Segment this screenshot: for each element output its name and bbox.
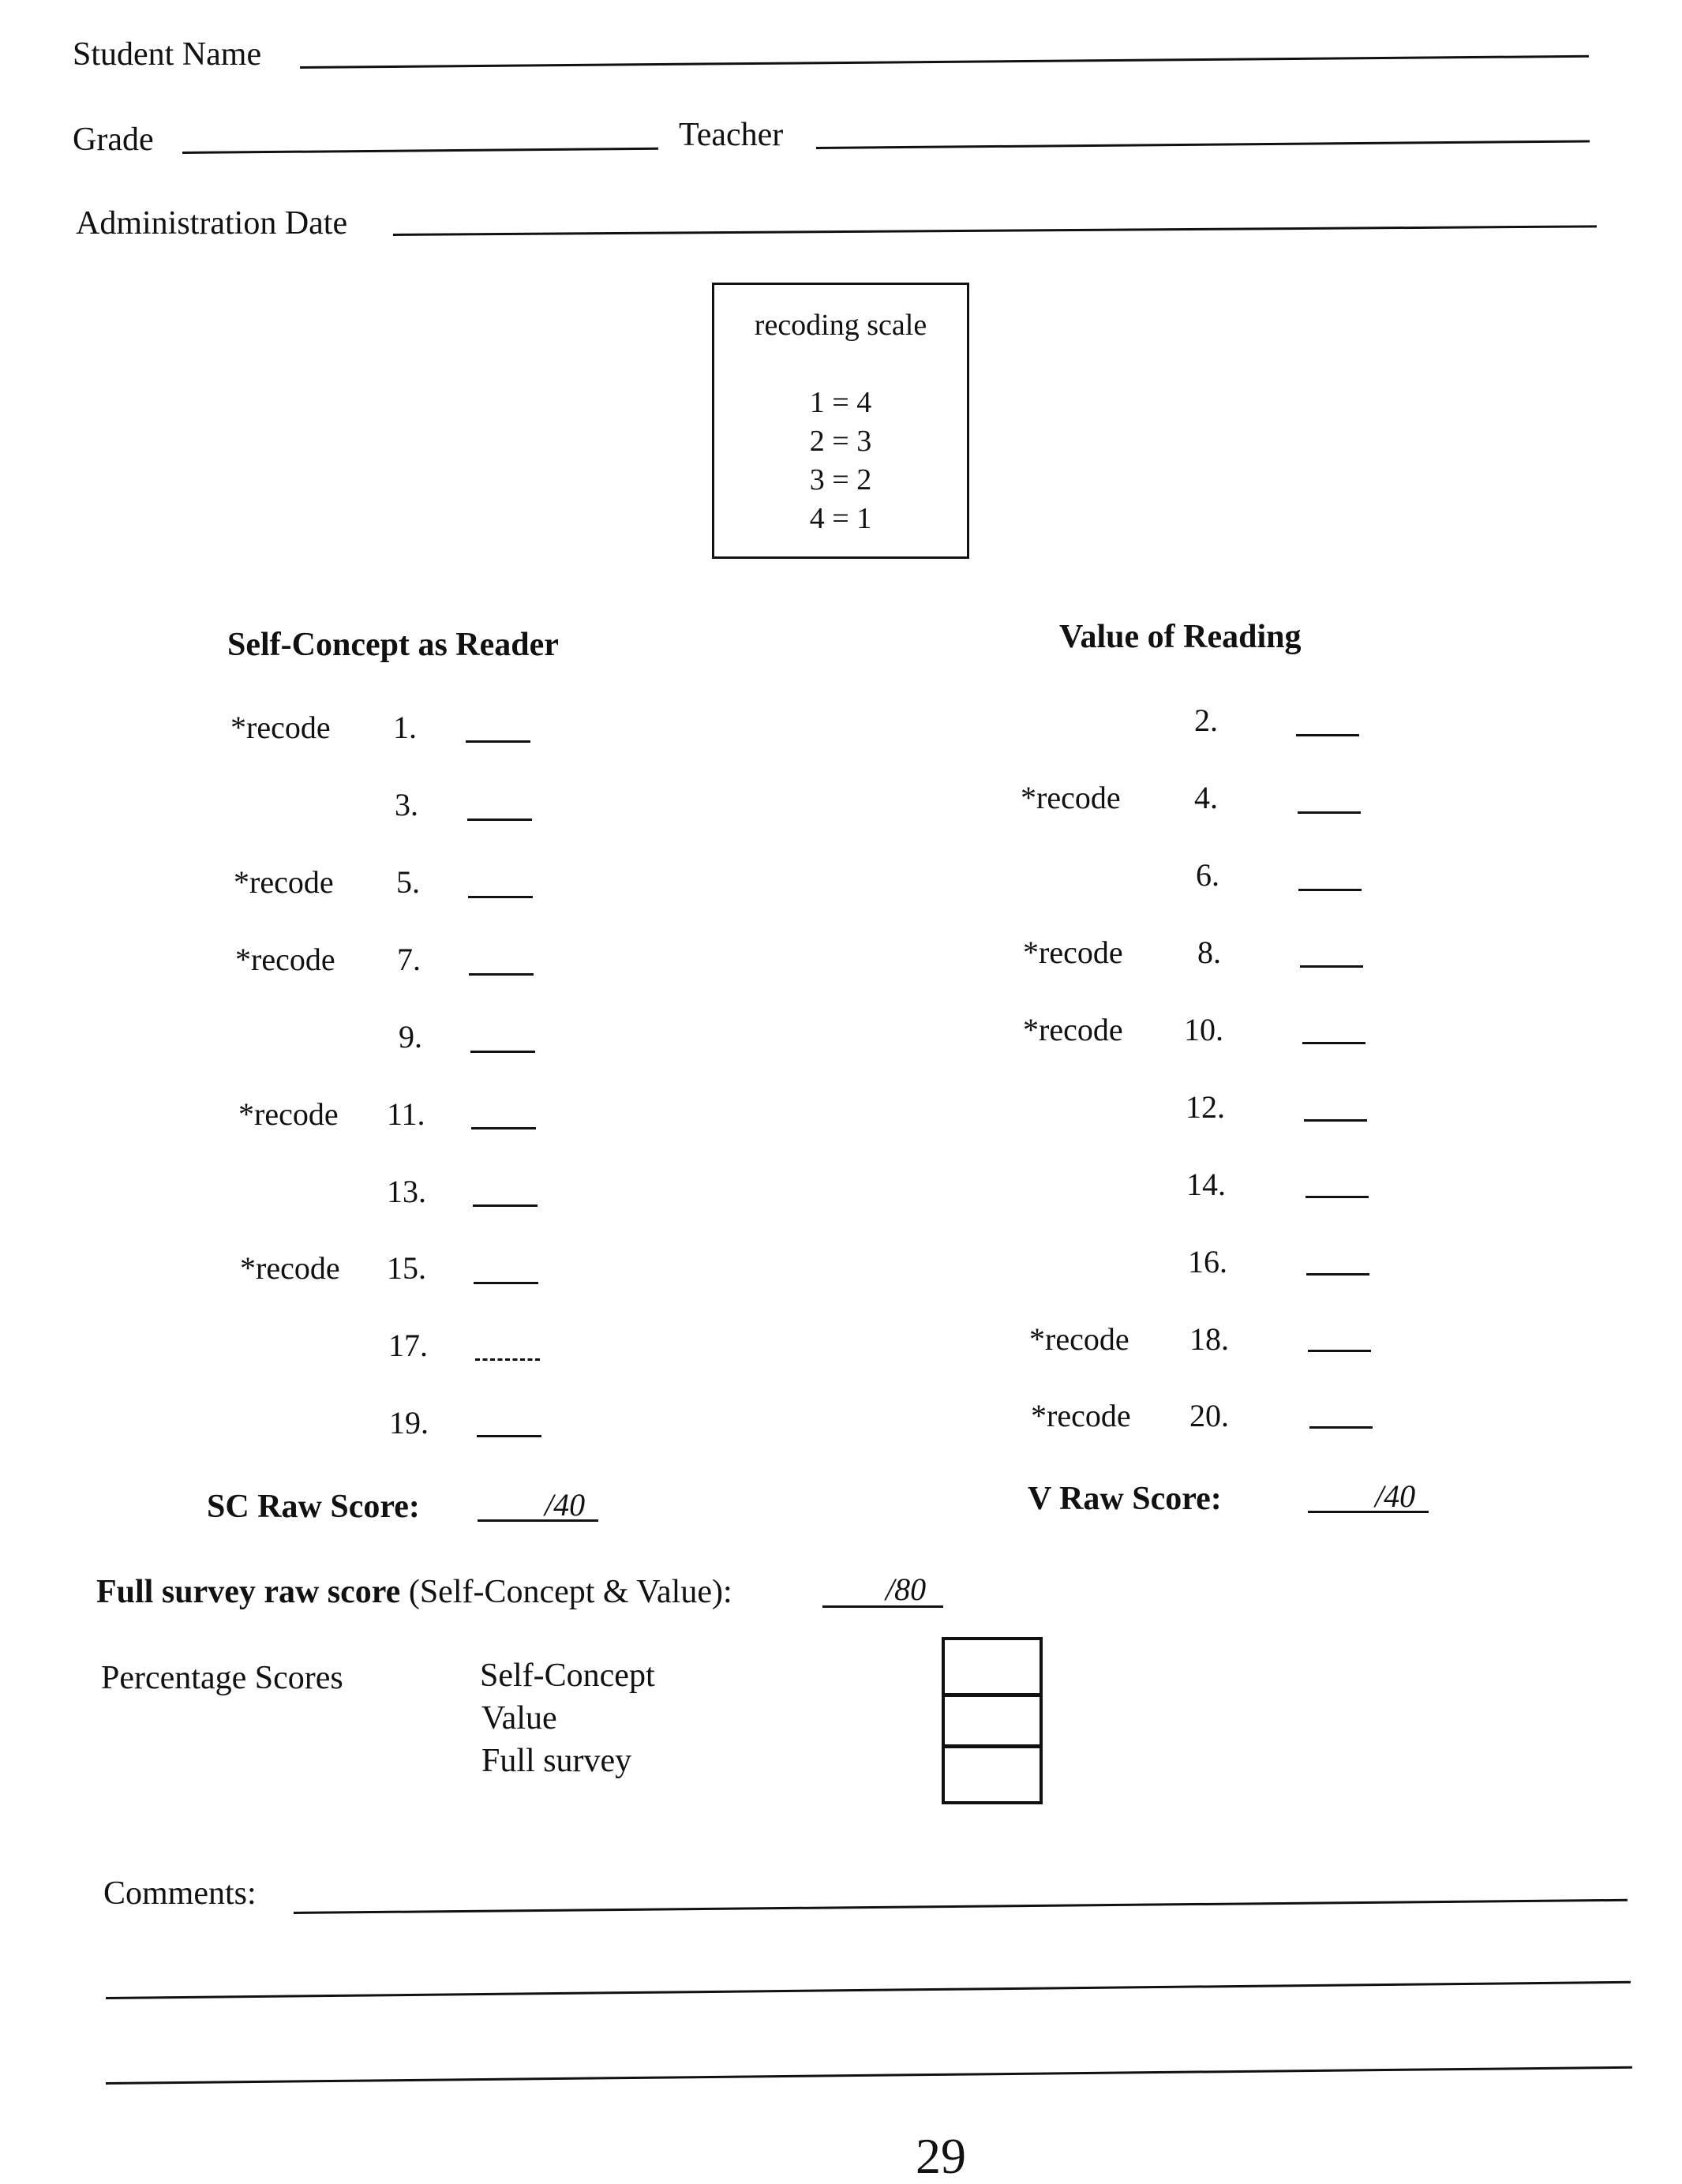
percentage-row-label: Value (481, 1700, 557, 1736)
item-number: 6. (1196, 857, 1219, 893)
item-answer-blank[interactable] (1296, 734, 1359, 736)
item-number: 13. (387, 1174, 426, 1209)
sc-raw-score-label: SC Raw Score: (207, 1489, 420, 1525)
full-survey-label-bold: Full survey raw score (96, 1574, 401, 1610)
value-of-reading-heading: Value of Reading (1059, 619, 1302, 655)
item-number: 11. (387, 1096, 425, 1132)
value-percentage-box[interactable] (945, 1697, 1040, 1748)
item-answer-blank[interactable] (477, 1435, 541, 1437)
item-answer-blank[interactable] (466, 740, 530, 743)
item-number: 2. (1194, 702, 1218, 738)
item-answer-blank[interactable] (1304, 1119, 1367, 1122)
item-answer-blank[interactable] (1306, 1273, 1369, 1276)
administration-date-field[interactable] (393, 225, 1597, 236)
item-number: 3. (395, 787, 418, 822)
item-number: 14. (1186, 1167, 1226, 1202)
item-answer-blank[interactable] (1309, 1426, 1373, 1429)
item-number: 18. (1189, 1321, 1229, 1357)
v-raw-score-max: /40 (1375, 1478, 1416, 1514)
administration-date-label: Administration Date (76, 205, 348, 242)
recode-marker: *recode (1029, 1321, 1129, 1357)
item-answer-blank[interactable] (1298, 889, 1362, 891)
item-number: 16. (1188, 1244, 1227, 1279)
self-concept-heading: Self-Concept as Reader (227, 627, 559, 663)
item-answer-blank[interactable] (471, 1127, 536, 1129)
item-answer-blank[interactable] (1308, 1350, 1371, 1352)
student-name-field[interactable] (300, 55, 1589, 69)
recode-marker: *recode (230, 710, 331, 745)
full-survey-percentage-box[interactable] (945, 1748, 1040, 1801)
comments-label: Comments: (103, 1875, 257, 1912)
page-number: 29 (916, 2128, 966, 2184)
percentage-scores-label: Percentage Scores (101, 1660, 343, 1696)
item-answer-blank[interactable] (475, 1358, 540, 1361)
comments-line-2[interactable] (106, 1981, 1631, 1999)
teacher-field[interactable] (816, 140, 1590, 149)
recode-marker: *recode (238, 1096, 339, 1132)
item-answer-blank[interactable] (473, 1204, 538, 1207)
self-concept-percentage-box[interactable] (945, 1640, 1040, 1697)
item-number: 7. (397, 942, 421, 977)
item-answer-blank[interactable] (469, 973, 534, 976)
grade-label: Grade (73, 122, 154, 158)
recoding-scale-row: 4 = 1 (809, 502, 872, 535)
item-number: 17. (388, 1328, 428, 1363)
recoding-scale-title: recoding scale (754, 309, 927, 342)
percentage-row-label: Full survey (481, 1743, 632, 1779)
item-number: 9. (399, 1019, 422, 1055)
recode-marker: *recode (1023, 935, 1123, 970)
recoding-scale-box (712, 283, 969, 559)
v-raw-score-label: V Raw Score: (1028, 1481, 1222, 1517)
comments-line-1[interactable] (294, 1899, 1628, 1914)
item-number: 10. (1184, 1012, 1223, 1047)
item-number: 19. (389, 1405, 429, 1440)
recoding-scale-row: 2 = 3 (809, 425, 872, 458)
item-number: 1. (393, 710, 417, 745)
recode-marker: *recode (1031, 1398, 1131, 1433)
item-number: 15. (387, 1250, 426, 1286)
student-name-label: Student Name (73, 36, 262, 73)
recode-marker: *recode (1021, 780, 1121, 815)
recoding-scale-row: 3 = 2 (809, 463, 872, 496)
item-number: 12. (1186, 1089, 1225, 1125)
item-answer-blank[interactable] (468, 896, 533, 898)
recoding-scale-row: 1 = 4 (809, 386, 872, 419)
teacher-label: Teacher (679, 117, 784, 153)
recode-marker: *recode (240, 1250, 340, 1286)
item-answer-blank[interactable] (1300, 965, 1363, 968)
recode-marker: *recode (235, 942, 335, 977)
item-number: 5. (396, 864, 420, 900)
percentage-scores-boxes (942, 1637, 1043, 1804)
item-number: 4. (1194, 780, 1218, 815)
item-answer-blank[interactable] (470, 1051, 535, 1053)
full-survey-label (96, 1575, 732, 1609)
item-answer-blank[interactable] (1302, 1042, 1365, 1044)
recode-marker: *recode (234, 864, 334, 900)
comments-line-3[interactable] (106, 2066, 1632, 2085)
full-survey-label-rest: (Self-Concept & Value): (400, 1574, 732, 1610)
sc-raw-score-max: /40 (545, 1487, 586, 1523)
full-survey-score-max: /80 (886, 1572, 927, 1607)
percentage-row-label: Self-Concept (480, 1658, 655, 1694)
grade-field[interactable] (182, 148, 658, 154)
recode-marker: *recode (1023, 1012, 1123, 1047)
item-number: 20. (1189, 1398, 1229, 1433)
item-number: 8. (1197, 935, 1221, 970)
item-answer-blank[interactable] (1298, 811, 1361, 814)
item-answer-blank[interactable] (1306, 1196, 1369, 1198)
item-answer-blank[interactable] (467, 819, 532, 821)
item-answer-blank[interactable] (474, 1282, 538, 1284)
